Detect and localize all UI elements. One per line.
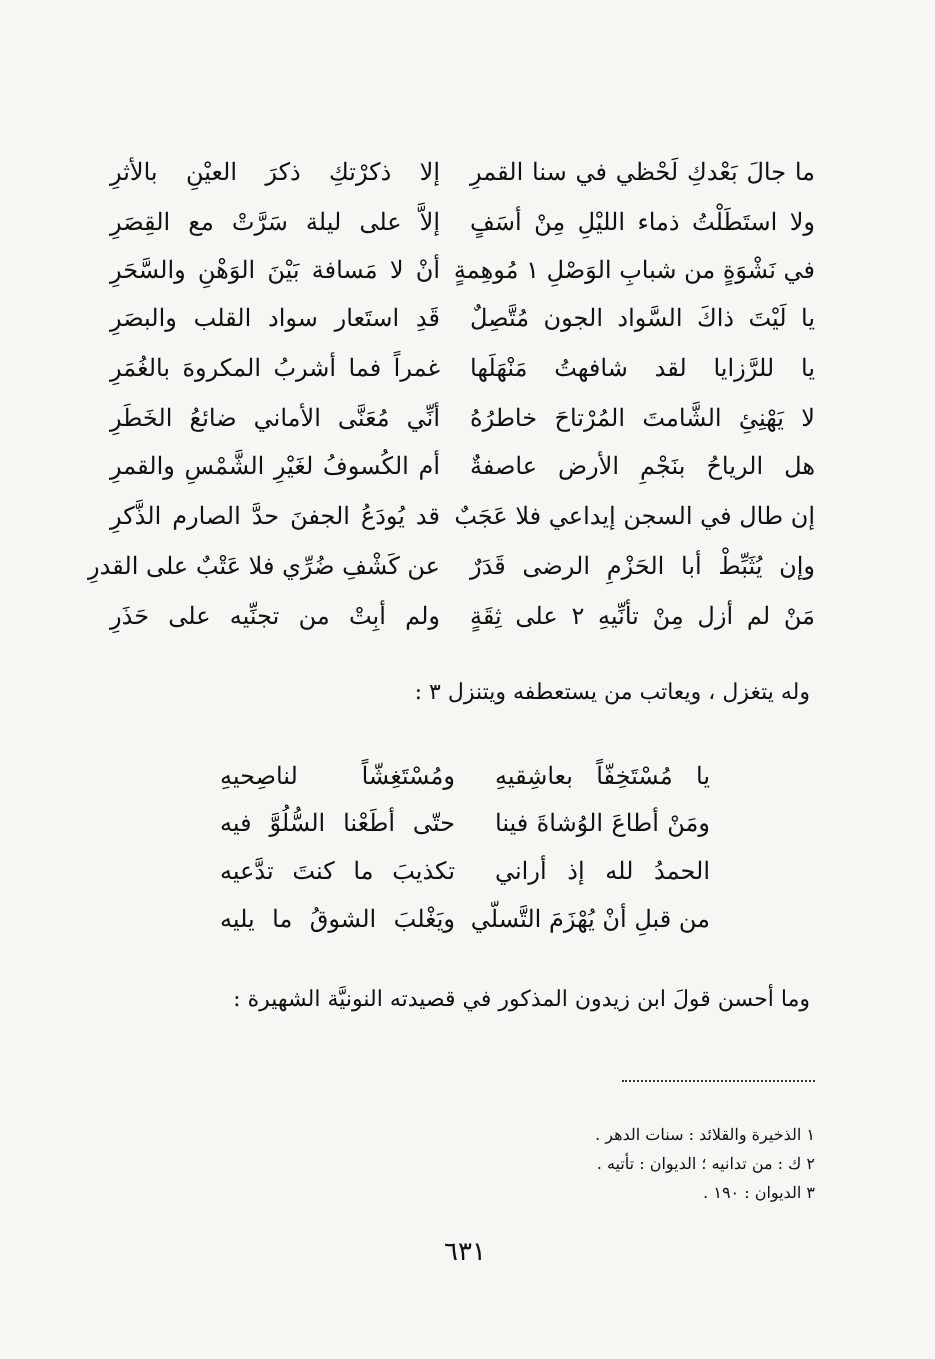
footnote: ٣ الديوان : ١٩٠ . [703,1183,815,1202]
verse-first-hemistich: وإن يُثَبِّطْ أبا الحَزْمِ الرضى قَدَرٌ [470,552,815,580]
verse-first-hemistich: في نَشْوَةٍ من شبابِ الوَصْلِ ١ مُوهِمةٍ [453,256,815,284]
verse-second-hemistich: أم الكُسوفُ لغَيْرِ الشَّمْسِ والقمرِ [110,452,440,480]
verse-first-hemistich: مَنْ لم أزل مِنْ تأنِّيهِ ٢ على ثِقَةٍ [470,602,816,630]
verse-line [220,750,710,802]
verse-first-hemistich: لا يَهْنِئِ الشَّامتَ المُرْتاحَ خاطرُهُ [470,404,815,432]
verse-first-hemistich: هل الرياحُ بنَجْمِ الأرض عاصفةٌ [470,452,815,480]
poem-introduction: وله يتغزل ، ويعاتب من يستعطفه ويتنزل ٣ : [414,680,810,705]
footnote-separator [622,1080,815,1082]
verse-line [110,152,815,192]
footnote: ١ الذخيرة والقلائد : سنات الدهر . [595,1125,815,1144]
verse-line [110,298,815,338]
verse-first-hemistich: يا لَيْتَ ذاكَ السَّواد الجون مُتَّصِلٌ [470,304,815,332]
verse-second-hemistich: أنِّي مُعَنَّى الأماني ضائعُ الخَطَرِ [110,404,440,432]
verse-second-hemistich: ويَغْلبَ الشوقُ ما يليه [220,905,455,933]
verse-line [88,546,815,586]
verse-second-hemistich: قد يُودَعُ الجفنَ حدَّ الصارم الذَّكرِ [110,502,440,530]
verse-second-hemistich: ولم أبِتْ من تجنِّيه على حَذَرِ [110,602,440,630]
verse-line [110,596,815,636]
verse-first-hemistich: ما جالَ بَعْدكِ لَحْظي في سنا القمرِ [470,158,815,186]
verse-line [220,845,710,897]
footnote: ٢ ك : من تدانيه ؛ الديوان : تأتيه . [596,1154,815,1173]
verse-second-hemistich: حتّى أطَعْنا السُّلُوَّ فيه [220,809,455,837]
page-number: ٦٣١ [444,1237,486,1267]
verse-first-hemistich: من قبلِ أنْ يُهْزَمَ التَّسلّي [470,905,710,933]
verse-line [110,250,815,290]
footnotes [395,1120,815,1207]
verse-first-hemistich: يا للرَّزايا لقد شافهتُ مَنْهَلَها [470,354,815,382]
verse-second-hemistich: إلا ذكرْتكِ ذكرَ العيْنِ بالأثرِ [110,158,440,186]
verse-second-hemistich: غمراً فما أشربُ المكروهَ بالغُمَرِ [110,354,440,382]
verse-first-hemistich: إن طال في السجن إيداعي فلا عَجَبٌ [454,502,815,530]
verse-line [220,797,710,849]
verse-line [110,202,815,242]
poem-introduction: وما أحسن قولَ ابن زيدون المذكور في قصيدته النونيَّة الشهيرة : [233,987,810,1012]
verse-second-hemistich: عن كَشْفِ ضُرِّي فلا عَتْبٌ على القدرِ [88,552,440,580]
verse-second-hemistich: قَدِ استَعار سواد القلب والبصَرِ [110,304,440,332]
verse-first-hemistich: ومَنْ أطاعَ الوُشاةَ فينا [495,809,710,837]
verse-first-hemistich: ولا استَطَلْتُ ذماء الليْلِ مِنْ أسَفٍ [470,208,815,236]
verse-line [220,893,710,945]
poem-main [88,152,816,652]
verse-second-hemistich: تكذيبَ ما كنتَ تدَّعيه [220,857,455,885]
verse-first-hemistich: الحمدُ لله إذ أراني [495,857,710,885]
verse-line [110,446,815,486]
verse-second-hemistich: إلاَّ على ليلة سَرَّتْ مع القِصَرِ [110,208,440,236]
verse-first-hemistich: يا مُسْتَخِفّاً بعاشِقيهِ [495,762,710,790]
verse-line [110,496,815,536]
verse-second-hemistich: ومُسْتَغِشّاً لناصِحيهِ [220,762,455,790]
verse-line [110,398,815,438]
poem-second [220,750,710,970]
verse-second-hemistich: أنْ لا مَسافة بَيْنَ الوَهْنِ والسَّحَرِ [110,256,440,284]
verse-line [110,348,815,388]
